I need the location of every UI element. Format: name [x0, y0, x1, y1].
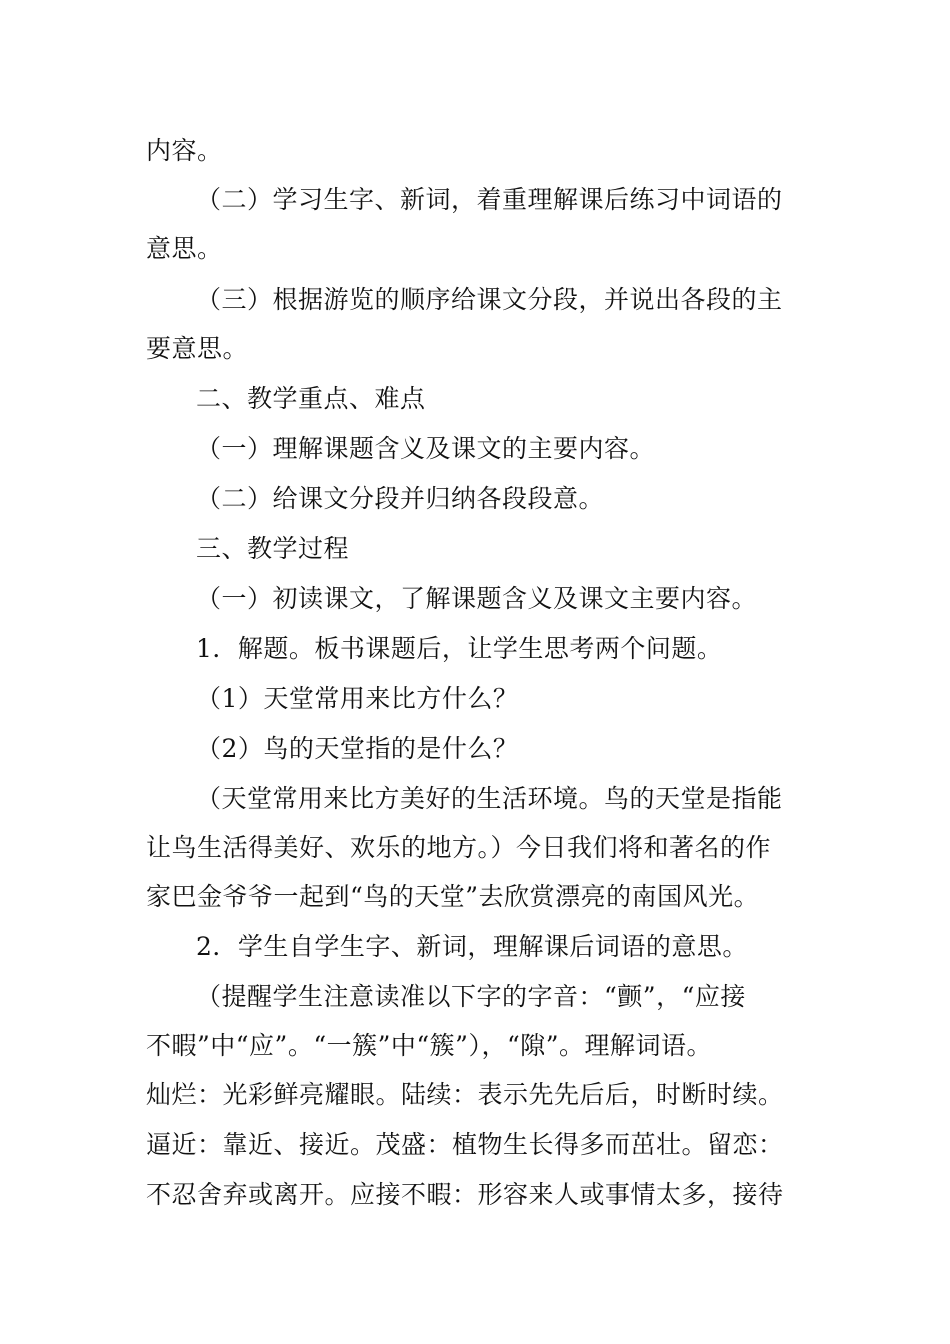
paragraph-line: （天堂常用来比方美好的生活环境。鸟的天堂是指能 [196, 784, 783, 813]
paragraph-line: （一）初读课文，了解课题含义及课文主要内容。 [196, 584, 758, 613]
section-heading: 二、教学重点、难点 [196, 384, 426, 413]
paragraph-line: （一）理解课题含义及课文的主要内容。 [196, 434, 656, 463]
paragraph-line: 意思。 [146, 234, 223, 263]
paragraph-line: 2．学生自学生字、新词，理解课后词语的意思。 [196, 932, 748, 961]
paragraph-line: 1．解题。板书课题后，让学生思考两个问题。 [196, 634, 723, 663]
paragraph-line: （二）给课文分段并归纳各段段意。 [196, 484, 605, 513]
paragraph-line: （二）学习生字、新词，着重理解课后练习中词语的 [196, 185, 783, 214]
section-heading: 三、教学过程 [196, 534, 350, 563]
paragraph-line: （2）鸟的天堂指的是什么？ [196, 734, 519, 763]
paragraph-line: 内容。 [146, 136, 223, 165]
paragraph-line: （1）天堂常用来比方什么？ [196, 684, 519, 713]
paragraph-line: 逼近：靠近、接近。茂盛：植物生长得多而茁壮。留恋： [146, 1130, 784, 1159]
paragraph-line: 灿烂：光彩鲜亮耀眼。陆续：表示先先后后，时断时续。 [146, 1080, 784, 1109]
paragraph-line: 家巴金爷爷一起到“鸟的天堂”去欣赏漂亮的南国风光。 [146, 882, 760, 911]
paragraph-line: （三）根据游览的顺序给课文分段，并说出各段的主 [196, 285, 783, 314]
paragraph-line: 要意思。 [146, 334, 249, 363]
paragraph-line: （提醒学生注意读准以下字的字音：“颤”，“应接 [196, 982, 746, 1011]
paragraph-line: 不暇”中“应”。“一簇”中“簇”），“隙”。理解词语。 [146, 1031, 713, 1060]
paragraph-line: 让鸟生活得美好、欢乐的地方。）今日我们将和著名的作 [146, 833, 772, 862]
paragraph-line: 不忍舍弃或离开。应接不暇：形容来人或事情太多，接待 [146, 1180, 784, 1209]
